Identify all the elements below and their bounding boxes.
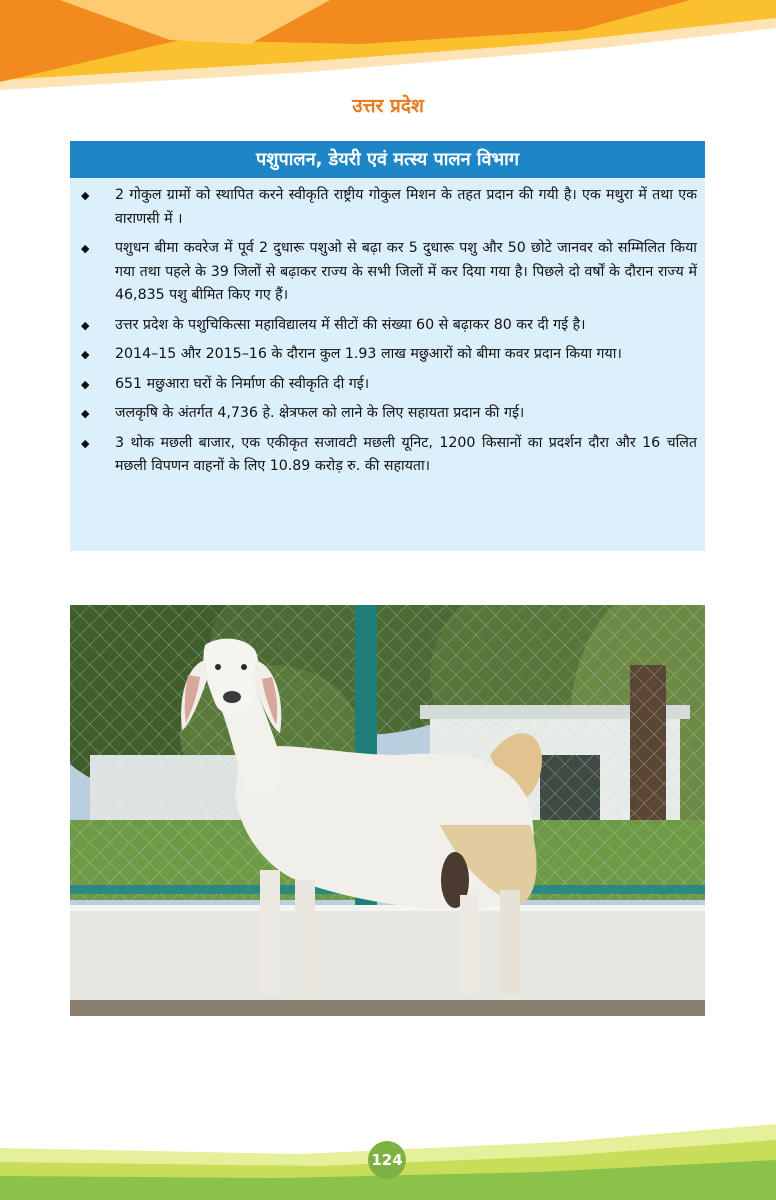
achievement-list — [70, 178, 705, 479]
diamond-bullet-icon: ◆ — [81, 348, 90, 361]
list-item-text: 2 गोकुल ग्रामों को स्थापित करने स्वीकृति राष्ट्रीय गोकुल मिशन के तहत प्रदान की गयी है। एक मथुरा में तथा एक वाराणसी में । — [115, 187, 697, 227]
diamond-bullet-icon: ◆ — [81, 436, 90, 450]
state-title: उत्तर प्रदेश — [352, 95, 424, 117]
diamond-bullet-icon: ◆ — [81, 318, 90, 332]
goat-illustration — [70, 605, 705, 1016]
panel-title: पशुपालन, डेयरी एवं मत्स्य पालन विभाग — [70, 141, 705, 178]
list-item — [81, 402, 697, 426]
list-item — [81, 184, 697, 231]
page-number: 124 — [368, 1141, 406, 1179]
list-item — [81, 237, 697, 308]
list-item-text: पशुधन बीमा कवरेज में पूर्व 2 दुधारू पशुओ से बढ़ा कर 5 दुधारू पशु और 50 छोटे जानवर को सम्मिलित किया गया तथा पहले के 39 जिलों से बढ़ाकर राज्य के सभी जिलों में कर दिया गया है। पिछले दो वर्षों के दौरान राज्य में 46,835 पशु बीमित किए गए हैं। — [115, 240, 697, 303]
top-decorative-banner — [0, 0, 776, 100]
diamond-bullet-icon: ◆ — [81, 189, 90, 202]
diamond-bullet-icon: ◆ — [81, 242, 90, 255]
list-item-text: 3 थोक मछली बाजार, एक एकीकृत सजावटी मछली यूनिट, 1200 किसानों का प्रदर्शन दौरा और 16 चलित मछली विपणन वाहनों के लिए 10.89 करोड़ रु. की सहायता। — [115, 434, 697, 474]
list-item — [81, 314, 697, 338]
list-item — [81, 343, 697, 367]
goat-photo — [70, 605, 705, 1016]
scheme-info-panel — [70, 141, 705, 551]
list-item-text: जलकृषि के अंतर्गत 4,736 हे. क्षेत्रफल को लाने के लिए सहायता प्रदान की गई। — [115, 405, 525, 421]
list-item-text: उत्तर प्रदेश के पशुचिकित्सा महाविद्यालय में सीटों की संख्या 60 से बढ़ाकर 80 कर दी गई है। — [115, 316, 586, 333]
diamond-bullet-icon: ◆ — [81, 377, 90, 391]
list-item-text: 651 मछुआरा घरों के निर्माण की स्वीकृति दी गई। — [115, 375, 370, 392]
list-item — [81, 373, 697, 397]
list-item — [81, 432, 697, 479]
diamond-bullet-icon: ◆ — [81, 407, 90, 420]
list-item-text: 2014–15 और 2015–16 के दौरान कुल 1.93 लाख मछुआरों को बीमा कवर प्रदान किया गया। — [115, 346, 622, 362]
